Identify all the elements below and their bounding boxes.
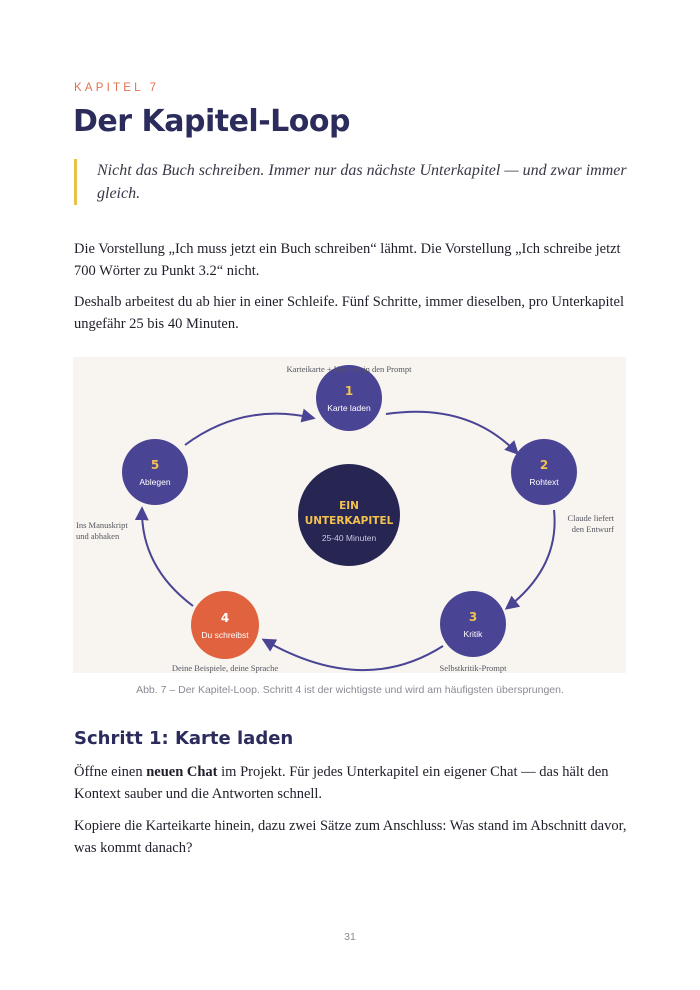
step-2-circle — [511, 439, 577, 505]
step-5-annotation-line1: Ins Manuskript — [76, 520, 128, 530]
intro-paragraph-2: Deshalb arbeitest du ab hier in einer Schleife. Fünf Schritte, immer dieselben, pro Unterkapitel ungefähr 25 bis 40 Minuten. — [74, 294, 625, 332]
step-2-annotation-line1: Claude liefert — [567, 513, 614, 523]
section-p1-emphasis: neuen Chat — [146, 764, 218, 780]
step-4-number: 4 — [220, 611, 230, 625]
step-1-circle — [316, 365, 382, 431]
chapter-title: Der Kapitel-Loop — [73, 104, 350, 139]
arrow-5-to-1 — [185, 414, 313, 445]
center-label-line2: UNTERKAPITEL — [304, 515, 394, 527]
step-3-annotation: Selbstkritik-Prompt — [439, 663, 507, 673]
step-2-label: Rohtext — [529, 477, 559, 487]
arrow-4-to-5 — [142, 509, 193, 606]
chapter-loop-figure — [73, 357, 626, 673]
step-5-number: 5 — [150, 458, 160, 472]
page-number: 31 — [344, 931, 356, 943]
figure-caption: Abb. 7 – Der Kapitel-Loop. Schritt 4 ist der wichtigste und wird am häufigsten übersprungen. — [136, 684, 564, 696]
step-4-circle — [191, 591, 259, 659]
intro-paragraph-1: Die Vorstellung „Ich muss jetzt ein Buch schreiben“ lähmt. Die Vorstellung „Ich schreibe jetzt 700 Wörter zu Punkt 3.2“ nicht. — [74, 241, 621, 279]
center-sublabel: 25-40 Minuten — [321, 533, 377, 543]
arrow-1-to-2 — [386, 412, 517, 453]
step-5-annotation-line2: und abhaken — [76, 531, 120, 541]
step-3-label: Kritik — [463, 629, 483, 639]
arrow-3-to-4 — [264, 640, 443, 670]
center-label-line1: EIN — [339, 500, 359, 512]
step-3-circle — [440, 591, 506, 657]
step-1-annotation: Karteikarte + Kontext in den Prompt — [286, 364, 412, 374]
chapter-kicker: KAPITEL 7 — [74, 82, 160, 94]
arrow-2-to-3 — [507, 510, 555, 608]
step-1-label: Karte laden — [327, 403, 371, 413]
section-p1-text-end: im Projekt. Für jedes Unterkapitel ein eigener Chat — das hält den Kontext sauber und die Antworten schnell. — [74, 764, 609, 802]
step-5-label: Ablegen — [139, 477, 171, 487]
step-5-circle — [122, 439, 188, 505]
step-1-number: 1 — [344, 384, 354, 398]
step-3-number: 3 — [468, 610, 478, 624]
section-paragraph-2: Kopiere die Karteikarte hinein, dazu zwei Sätze zum Anschluss: Was stand im Abschnitt davor, was kommt danach? — [74, 818, 627, 856]
step-2-annotation-line2: den Entwurf — [571, 524, 614, 534]
section-p1-text-start: Öffne einen — [74, 764, 147, 780]
chapter-epigraph: Nicht das Buch schreiben. Immer nur das nächste Unterkapitel — und zwar immer gleich. — [74, 159, 637, 205]
loop-diagram — [73, 357, 626, 673]
step-2-number: 2 — [539, 458, 549, 472]
section-heading: Schritt 1: Karte laden — [74, 728, 294, 749]
section-paragraph-1 — [74, 761, 634, 805]
step-4-label: Du schreibst — [201, 630, 249, 640]
step-4-annotation: Deine Beispiele, deine Sprache — [171, 663, 279, 673]
